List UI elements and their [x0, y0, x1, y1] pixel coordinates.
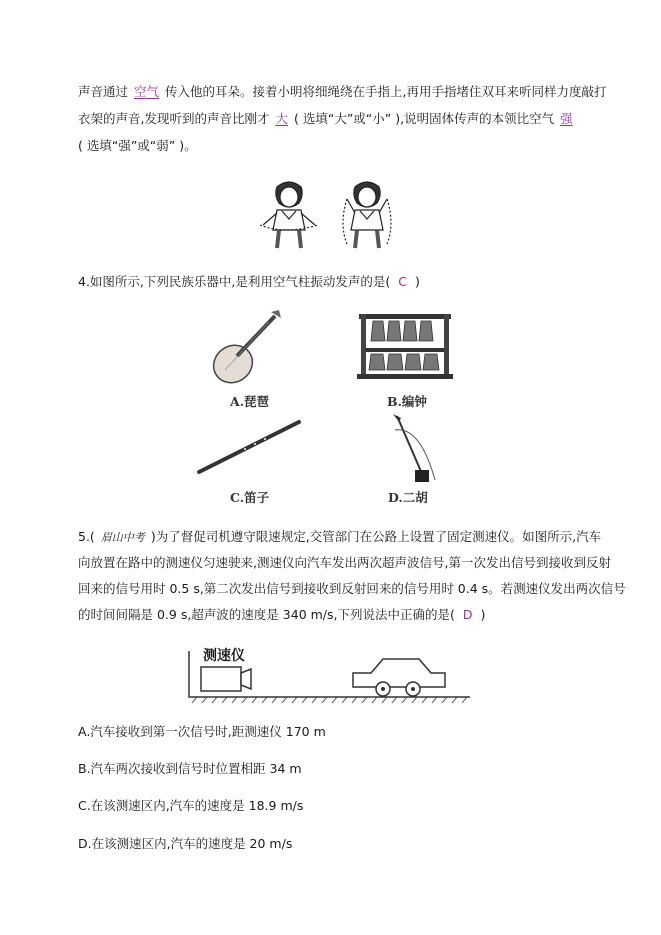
answer-strong: 强 [560, 111, 573, 126]
q5-answer: D [462, 607, 473, 622]
q5-text: 5.( [78, 529, 95, 544]
q5-option-a: A.汽车接收到第一次信号时,距测速仪 170 m [78, 724, 326, 739]
q5-line-1 [78, 529, 601, 546]
q4-stem [78, 274, 420, 290]
q5-option-c: C.在该测速区内,汽车的速度是 18.9 m/s [78, 798, 304, 813]
q3-line-3 [78, 138, 197, 154]
dizi-image [195, 418, 305, 478]
speed-camera-figure [185, 645, 475, 705]
q5-text: )为了督促司机遵守限速规定,交管部门在公路上设置了固定测速仪。如图所示,汽车 [150, 529, 602, 544]
q4-text: ) [415, 274, 420, 289]
q5-line-4 [78, 607, 485, 623]
q5-option-b: B.汽车两次接收到信号时位置相距 34 m [78, 761, 302, 776]
label-erhu: D.二胡 [388, 490, 428, 505]
erhu-image [385, 412, 445, 487]
boys-listening-figure [255, 175, 405, 250]
q3-text: 声音通过 [78, 84, 129, 99]
q4-text: 4.如图所示,下列民族乐器中,是利用空气柱振动发声的是( [78, 274, 391, 289]
q5-text: 的时间间隔是 0.9 s,超声波的速度是 340 m/s,下列说法中正确的是( [78, 607, 455, 622]
q5-text: ) [480, 607, 486, 622]
label-dizi: C.笛子 [230, 490, 270, 505]
bianzhong-image [355, 308, 455, 383]
q5-line-2: 向放置在路中的测速仪匀速驶来,测速仪向汽车发出两次超声波信号,第一次发出信号到接收到反射 [78, 555, 611, 570]
q5-option-d: D.在该测速区内,汽车的速度是 20 m/s [78, 836, 293, 851]
q3-text: 传入他的耳朵。接着小明将细绳绕在手指上,再用手指堵住双耳来听同样力度敲打 [165, 84, 607, 99]
q4-answer: C [398, 274, 407, 289]
q3-line-2 [78, 111, 579, 127]
q3-text: ( 选填“强”或“弱” )。 [78, 138, 197, 153]
q3-text: 衣架的声音,发现听到的声音比刚才 [78, 111, 270, 126]
speed-camera-label: 测速仪 [203, 648, 245, 664]
q5-source: 眉山中考 [100, 531, 145, 544]
label-pipa: A.琵琶 [230, 394, 270, 409]
answer-big: 大 [275, 111, 288, 126]
label-bianzhong: B.编钟 [387, 394, 427, 409]
answer-air: 空气 [134, 84, 160, 99]
q5-line-3: 回来的信号用时 0.5 s,第二次发出信号到接收到反射回来的信号用时 0.4 s。若测速仪发出两次信号 [78, 581, 626, 596]
pipa-image [205, 308, 285, 388]
q3-text: ( 选填“大”或“小” ),说明固体传声的本领比空气 [294, 111, 555, 126]
q3-line-1 [78, 84, 607, 100]
